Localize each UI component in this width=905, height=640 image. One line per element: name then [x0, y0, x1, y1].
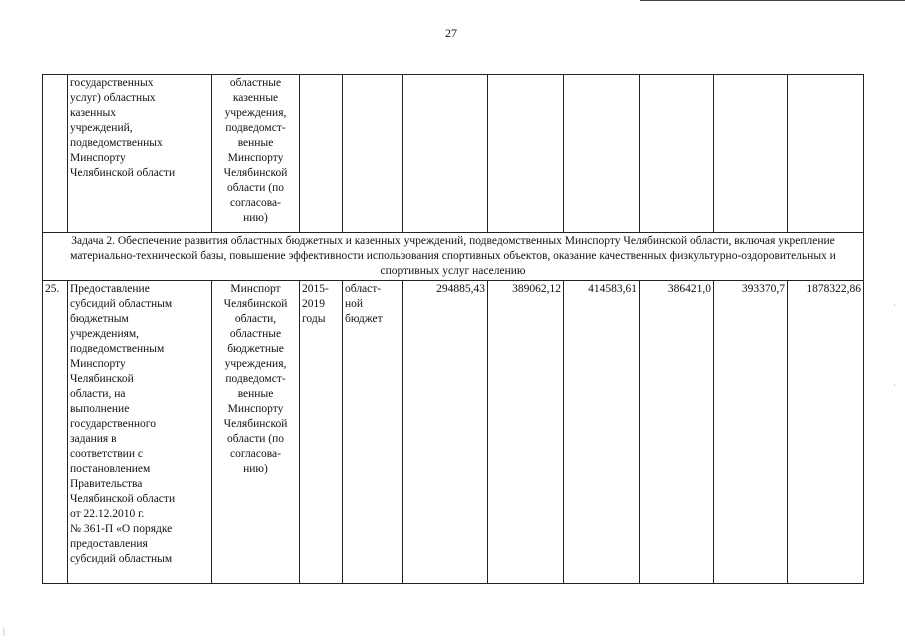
value-cell-total: 1878322,86	[788, 281, 864, 584]
top-rule	[640, 0, 905, 1]
period-cell: 2015- 2019 годы	[300, 281, 343, 584]
scan-mark: |	[3, 626, 5, 636]
source-cell	[343, 75, 403, 233]
table-row-continuation	[43, 75, 864, 233]
value-cell	[640, 75, 714, 233]
value-cell-2018: 386421,0	[640, 281, 714, 584]
value-cell	[403, 75, 488, 233]
program-table	[42, 74, 864, 584]
row-number-cell: 25.	[43, 281, 68, 584]
value-cell	[714, 75, 788, 233]
scan-mark: ·	[893, 380, 896, 390]
value-cell-2016: 389062,12	[488, 281, 564, 584]
value-cell-2015: 294885,43	[403, 281, 488, 584]
row-number-cell	[43, 75, 68, 233]
value-cell-2019: 393370,7	[714, 281, 788, 584]
task-row	[43, 233, 864, 281]
measure-cell: государственных услуг) областных казенных учреждений, подведомственных Минспорту Челябинской области	[68, 75, 212, 233]
source-cell: област- ной бюджет	[343, 281, 403, 584]
table-row-25	[43, 281, 864, 584]
measure-cell: Предоставление субсидий областным бюджетным учреждениям, подведомственным Минспорту Челябинской области, на выполнение государственного задания в соответствии с постановлением Правительства Челябинской области от 22.12.2010 г. № 361-П «О порядке предоставления субсидий областным	[68, 281, 212, 584]
executor-cell: областные казенные учреждения, подведомст- венные Минспорту Челябинской области (по согласова- нию)	[212, 75, 300, 233]
scan-mark: ·	[893, 300, 896, 310]
value-cell	[488, 75, 564, 233]
task-heading-cell: Задача 2. Обеспечение развития областных бюджетных и казенных учреждений, подведомственных Минспорту Челябинской области, включая укрепление материально-технической базы, повышение эффективности использования спортивных объектов, оказание качественных физкультурно-оздоровительных и спортивных услуг населению	[43, 233, 864, 281]
value-cell	[788, 75, 864, 233]
value-cell-2017: 414583,61	[564, 281, 640, 584]
period-cell	[300, 75, 343, 233]
executor-cell: Минспорт Челябинской области, областные бюджетные учреждения, подведомст- венные Минспорту Челябинской области (по согласова- нию)	[212, 281, 300, 584]
page-number: 27	[445, 26, 457, 40]
value-cell	[564, 75, 640, 233]
